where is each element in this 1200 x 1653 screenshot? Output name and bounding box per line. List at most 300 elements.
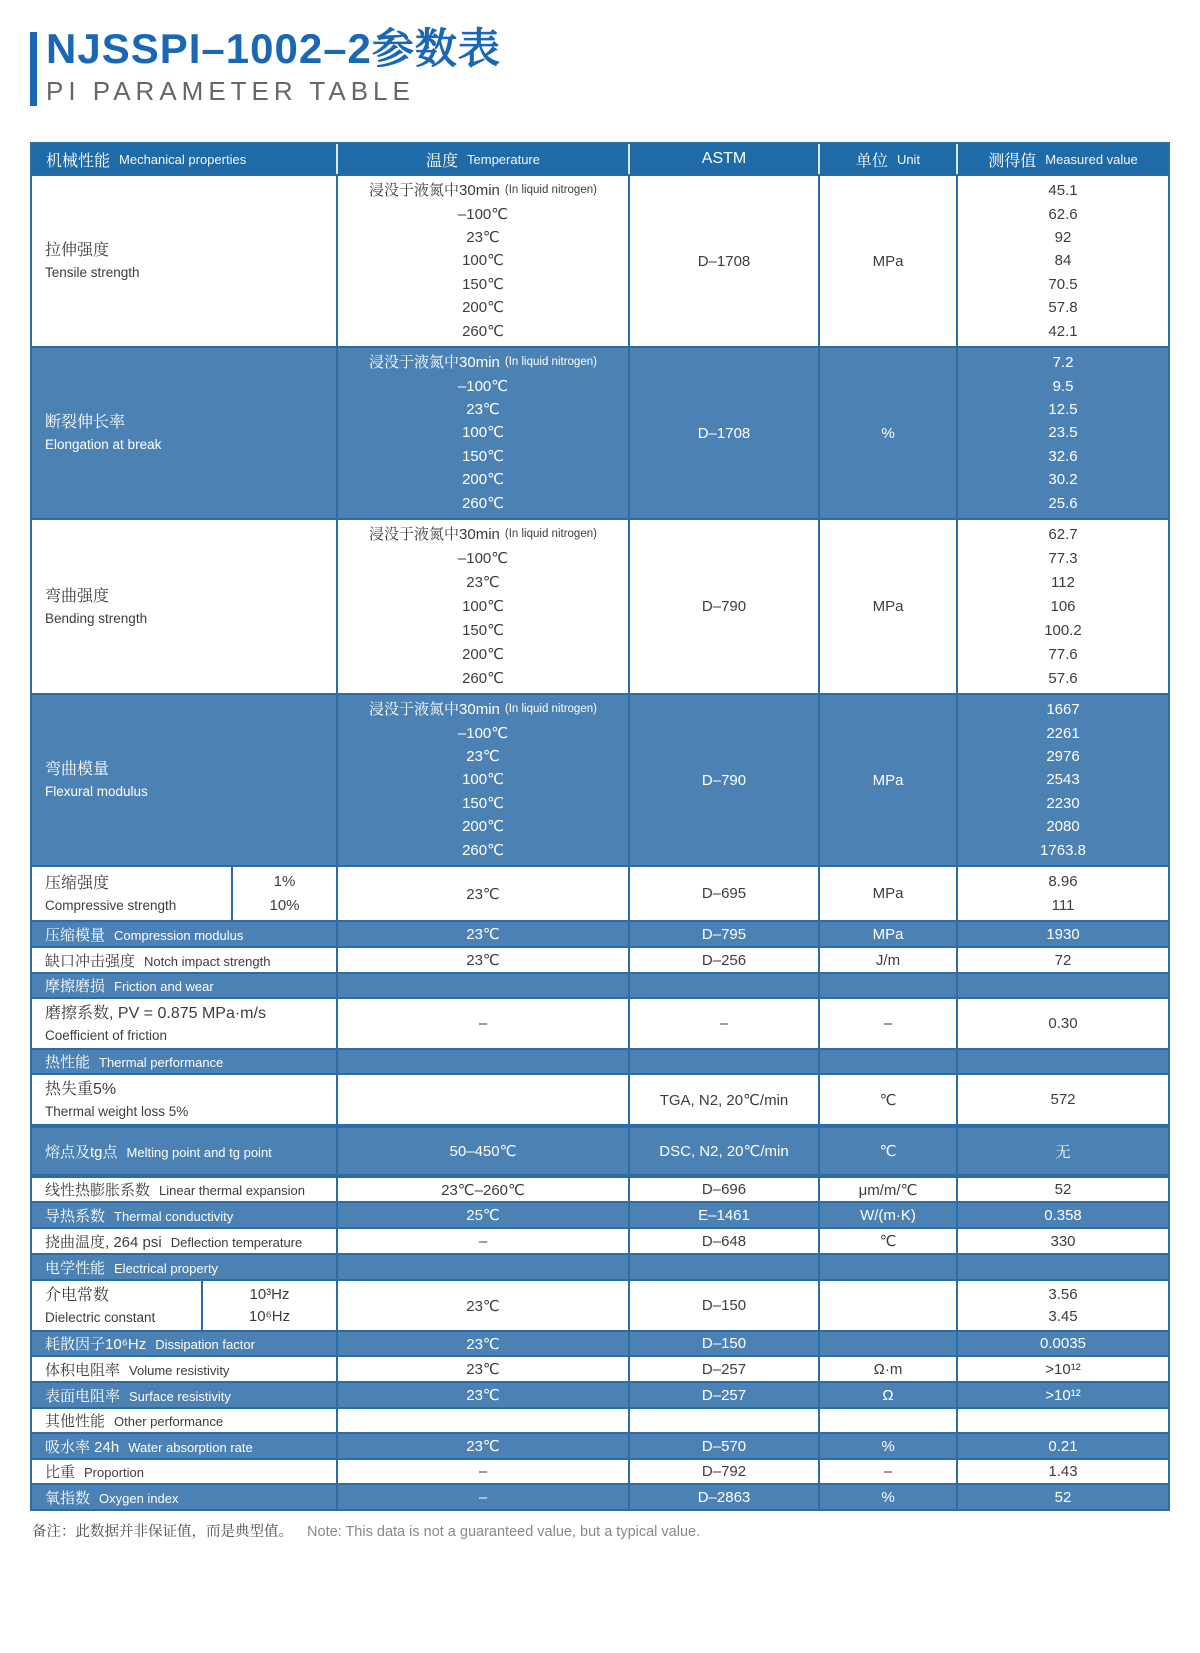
property-label-wrap [32,1281,201,1330]
property-name-en: Other performance [114,1414,224,1429]
value-line: 112 [1051,574,1075,592]
header-astm [630,144,820,174]
property-cell [32,176,338,346]
property-name-cn: 弯曲模量 [45,761,110,778]
unit-cell: MPa [820,922,958,946]
temperature-note: (In liquid nitrogen) [504,355,597,368]
temperature-text: 浸没于液氮中30min [369,701,500,719]
value-line: 1763.8 [1040,841,1086,859]
property-name-en: Thermal weight loss 5% [45,1103,189,1119]
property-name-en: Elongation at break [45,437,162,452]
property-name-cn: 摩擦磨损 [45,978,106,995]
property-name-cn: 断裂伸长率 [45,414,126,431]
property-cell [32,1332,338,1355]
value-line: 30.2 [1048,471,1078,489]
property-cell [32,1281,338,1330]
value-cell [958,1255,1168,1279]
temperature-line [338,351,628,374]
sub-condition-cell [231,867,336,920]
temperature-cell: 23℃ [338,948,630,972]
property-label [45,1385,231,1406]
unit-cell: % [820,1485,958,1509]
value-line: 32.6 [1048,447,1078,465]
table-row [32,1355,1168,1381]
unit-cell: ℃ [820,1128,958,1174]
temperature-line [338,421,628,444]
value-lines [958,695,1168,865]
property-name-en: Electrical property [114,1260,219,1276]
value-lines [958,867,1168,920]
table-row [32,946,1168,972]
property-name-cn: 导热系数 [45,1207,106,1225]
property-name-cn: 热失重5% [45,1080,117,1098]
temperature-cell [338,348,630,518]
value-line: 42.1 [1048,322,1078,340]
sub-condition-line: 10⁶Hz [248,1307,291,1325]
value-line: 70.5 [1048,275,1078,293]
table-row [32,920,1168,946]
property-label [45,1231,302,1252]
header-mechanical-properties [32,144,338,174]
property-name-en: Proportion [84,1465,144,1480]
unit-cell: Ω [820,1383,958,1407]
unit-cell: ℃ [820,1229,958,1253]
property-label [45,1333,255,1354]
temperature-text: 浸没于液氮中30min [369,526,500,544]
property-label [45,242,140,280]
property-label [45,1257,218,1278]
temperature-cell: 25℃ [338,1203,630,1227]
temperature-line [338,202,628,225]
page-header [30,24,501,106]
property-name-en: Friction and wear [114,979,214,994]
property-cell [32,1460,338,1483]
astm-cell: D–790 [630,695,820,865]
temperature-line [338,642,628,666]
temperature-line [338,618,628,642]
temperature-cell [338,1409,630,1432]
table-row [32,1201,1168,1227]
temperature-text: 100℃ [462,771,504,789]
temperature-line [338,595,628,619]
value-cell: 无 [1055,1143,1071,1161]
astm-cell: – [630,999,820,1048]
property-label [45,1487,179,1508]
property-label [45,1141,272,1162]
value-line: 100.2 [1044,621,1082,639]
temperature-line [338,792,628,815]
footer-note-cn: 备注：此数据并非保证值，而是典型值。 [32,1524,293,1540]
value-line: 12.5 [1048,401,1078,419]
property-name-cn: 挠曲温度, 264 psi [45,1233,162,1251]
astm-cell: TGA, N2, 20℃/min [630,1075,820,1124]
astm-cell: D–2863 [630,1485,820,1509]
value-line: 57.6 [1048,669,1078,687]
value-line: 25.6 [1048,494,1078,512]
property-label [45,414,161,452]
temperature-line [338,666,628,690]
astm-cell [630,1255,820,1279]
temperature-cell [338,1255,630,1279]
property-cell [32,1203,338,1227]
temperature-line [338,721,628,744]
property-name-cn: 吸水率 24h [45,1438,120,1456]
astm-cell: D–150 [630,1332,820,1355]
property-label [45,1287,155,1325]
astm-cell: D–695 [630,867,820,920]
temperature-text: 23℃ [466,229,500,247]
table-row [32,346,1168,518]
property-cell [32,1075,338,1124]
temperature-cell: 50–450℃ [338,1128,630,1174]
property-name-en: Oxygen index [99,1490,179,1506]
temperature-line [338,492,628,515]
value-cell [958,867,1168,920]
value-cell: 0.358 [1044,1206,1082,1224]
value-cell: >10¹² [1045,1360,1081,1378]
value-cell [958,520,1168,693]
property-name-cn: 表面电阻率 [45,1387,121,1405]
header-cn: 机械性能 [46,152,111,170]
value-cell [958,695,1168,865]
property-cell [32,1050,338,1073]
temperature-text: 100℃ [462,252,504,270]
property-label [45,875,176,913]
temperature-cell [338,176,630,346]
temperature-cell [338,974,630,997]
value-line: 8.96 [1048,873,1078,891]
temperature-line [338,374,628,397]
temperature-line [338,226,628,249]
temperature-text: 200℃ [462,299,504,317]
value-cell [958,974,1168,997]
value-line: 106 [1050,598,1076,615]
temperature-text: 23℃ [466,401,500,419]
sub-condition-line: 10% [269,896,300,914]
header-en: Temperature [467,151,540,167]
temperature-text: 100℃ [462,598,504,615]
property-name-cn: 介电常数 [45,1286,110,1304]
value-line: 2261 [1046,724,1080,742]
header-cn: ASTM [701,150,747,167]
property-name-cn: 耗散因子10⁶Hz [45,1336,147,1353]
property-name-en: Notch impact strength [144,953,271,969]
property-cell [32,1357,338,1381]
unit-cell: W/(m·K) [820,1203,958,1227]
value-line: 9.5 [1052,377,1074,395]
header-cn: 单位 [855,152,888,170]
property-cell [32,948,338,972]
value-cell: 52 [1054,1488,1072,1506]
unit-cell: MPa [820,176,958,346]
temperature-lines [338,695,628,865]
property-name-cn: 缺口冲击强度 [45,952,136,970]
unit-cell: MPa [820,695,958,865]
property-name-en: Dielectric constant [45,1309,156,1325]
temperature-cell: 23℃ [338,867,630,920]
astm-cell: D–150 [630,1281,820,1330]
temperature-text: 150℃ [462,275,504,293]
unit-cell [820,1409,958,1432]
value-line: 77.3 [1048,550,1078,568]
temperature-cell: 23℃ [338,1434,630,1458]
astm-cell: D–256 [630,948,820,972]
property-label [45,1081,188,1119]
astm-cell: D–1708 [630,176,820,346]
unit-cell: ℃ [820,1075,958,1124]
temperature-line [338,320,628,343]
table-header-row [32,144,1168,174]
temperature-text: 23℃ [466,574,500,592]
property-cell [32,1383,338,1407]
section-row [32,1253,1168,1279]
property-cell [32,999,338,1048]
temperature-line [338,179,628,202]
section-row [32,1407,1168,1432]
header-cn: 温度 [426,152,459,170]
temperature-note: (In liquid nitrogen) [504,528,597,541]
value-line: 2230 [1046,794,1080,812]
property-name-cn: 熔点及tg点 [45,1143,118,1161]
unit-cell: % [820,1434,958,1458]
temperature-text: 260℃ [462,669,504,687]
temperature-text: 200℃ [462,818,504,836]
temperature-cell: 23℃ [338,1357,630,1381]
value-line: 3.45 [1048,1307,1078,1325]
value-cell: 572 [1050,1091,1076,1108]
table-row [32,518,1168,693]
astm-cell: D–795 [630,922,820,946]
property-label [45,1461,144,1482]
temperature-text: 150℃ [462,621,504,639]
value-cell: 72 [1054,951,1072,969]
value-line: 23.5 [1048,424,1078,442]
astm-cell [630,1050,820,1073]
value-line: 77.6 [1048,645,1078,663]
temperature-line [338,249,628,272]
unit-cell: – [820,1460,958,1483]
temperature-line [338,468,628,491]
parameter-table [30,142,1170,1511]
property-name-cn: 弯曲强度 [45,587,110,605]
property-label-wrap [32,867,231,920]
astm-cell: D–648 [630,1229,820,1253]
property-label [45,1359,229,1380]
unit-cell [820,1332,958,1355]
value-cell: 1.43 [1048,1463,1078,1480]
table-row [32,1330,1168,1355]
value-line: 57.8 [1048,299,1078,317]
value-cell: 0.21 [1048,1437,1078,1455]
property-name-en: Deflection temperature [170,1234,303,1250]
value-lines [958,348,1168,518]
temperature-text: 150℃ [462,447,504,465]
property-name-en: Dissipation factor [155,1337,255,1352]
header-measured-value [958,144,1168,174]
unit-cell [820,974,958,997]
title-accent-bar [30,32,37,106]
value-line: 7.2 [1052,354,1074,372]
temperature-text: 260℃ [462,322,504,340]
value-line: 2080 [1046,818,1080,836]
value-cell: 0.0035 [1040,1335,1086,1352]
unit-cell [820,1281,958,1330]
property-name-cn: 氧指数 [45,1489,91,1507]
temperature-line [338,839,628,862]
astm-cell: E–1461 [630,1203,820,1227]
section-row [32,972,1168,997]
value-cell [958,1409,1168,1432]
property-name-en: Coefficient of friction [45,1027,168,1043]
property-name-cn: 拉伸强度 [45,242,110,259]
temperature-line [338,547,628,571]
header-unit [820,144,958,174]
property-name-en: Flexural modulus [45,784,148,799]
temperature-cell: – [338,1460,630,1483]
temperature-cell: 23℃ [338,1383,630,1407]
value-cell: 0.30 [1048,1015,1078,1032]
temperature-line [338,815,628,838]
unit-cell: Ω·m [820,1357,958,1381]
property-cell [32,1178,338,1201]
temperature-cell: – [338,1229,630,1253]
property-name-cn: 压缩模量 [45,926,106,944]
property-cell [32,974,338,997]
sub-condition-line: 1% [273,873,296,891]
property-name-en: Linear thermal expansion [159,1183,305,1198]
property-name-cn: 压缩强度 [45,874,110,892]
temperature-cell: 23℃ [338,1281,630,1330]
property-name-en: Thermal conductivity [114,1208,234,1224]
header-en: Unit [896,151,921,167]
temperature-text: –100℃ [457,724,509,742]
footer-note-en: Note: This data is not a guaranteed value, but a typical value. [307,1524,701,1540]
value-line: 62.7 [1048,526,1078,544]
temperature-lines [338,520,628,693]
temperature-text: 浸没于液氮中30min [369,182,500,200]
unit-cell: MPa [820,520,958,693]
property-cell [32,695,338,865]
page-subtitle: PI PARAMETER TABLE [46,76,415,106]
table-row [32,174,1168,346]
value-line: 3.56 [1048,1286,1078,1304]
temperature-cell [338,1075,630,1124]
value-line: 84 [1054,252,1072,270]
property-label [45,975,214,996]
property-name-en: Melting point and tg point [126,1144,272,1160]
value-line: 1667 [1046,701,1080,719]
property-name-en: Tensile strength [45,265,140,280]
temperature-text: 23℃ [466,748,500,766]
table-row [32,1073,1168,1124]
table-row [32,1432,1168,1458]
temperature-line [338,571,628,595]
property-cell [32,1434,338,1458]
astm-cell: D–790 [630,520,820,693]
astm-cell [630,974,820,997]
astm-cell: D–257 [630,1383,820,1407]
property-name-cn: 体积电阻率 [45,1361,121,1379]
value-cell [958,348,1168,518]
table-row [32,1381,1168,1407]
temperature-cell: – [338,999,630,1048]
table-row [32,693,1168,865]
property-name-en: Compressive strength [45,897,177,913]
value-lines [958,1281,1168,1330]
table-row [32,1174,1168,1201]
value-cell: 1930 [1046,925,1080,943]
property-name-cn: 热性能 [45,1054,91,1071]
value-line: 45.1 [1048,182,1078,200]
property-cell [32,1485,338,1509]
property-label [45,1436,253,1457]
astm-cell: D–792 [630,1460,820,1483]
value-cell [958,1281,1168,1330]
temperature-line [338,768,628,791]
table-row [32,1124,1168,1174]
temperature-text: 200℃ [462,471,504,489]
property-name-en: Bending strength [45,610,148,626]
temperature-line [338,445,628,468]
property-cell [32,1409,338,1432]
table-row [32,1483,1168,1509]
property-cell [32,348,338,518]
header-en: Mechanical properties [119,151,247,167]
property-label [45,1005,266,1043]
temperature-lines [338,176,628,346]
value-cell [958,176,1168,346]
temperature-lines [338,348,628,518]
value-cell: 52 [1054,1181,1072,1198]
property-label [45,1205,233,1226]
temperature-note: (In liquid nitrogen) [504,702,597,715]
property-name-cn: 线性热膨胀系数 [45,1182,151,1199]
temperature-text: –100℃ [457,550,509,568]
temperature-text: 260℃ [462,494,504,512]
unit-cell [820,1050,958,1073]
temperature-cell: – [338,1485,630,1509]
unit-cell: – [820,999,958,1048]
temperature-note: (In liquid nitrogen) [504,183,597,196]
property-cell [32,1229,338,1253]
unit-cell: μm/m/℃ [820,1178,958,1201]
property-label [45,950,270,971]
temperature-line [338,523,628,547]
property-name-cn: 比重 [45,1464,76,1481]
property-cell [32,922,338,946]
property-label [45,761,148,799]
astm-cell: D–570 [630,1434,820,1458]
temperature-cell: 23℃–260℃ [338,1178,630,1201]
value-lines [958,176,1168,346]
table-row [32,865,1168,920]
property-label [45,1179,305,1200]
value-cell: >10¹² [1045,1386,1081,1404]
temperature-cell [338,520,630,693]
table-row [32,1279,1168,1330]
temperature-line [338,745,628,768]
table-row [32,1458,1168,1483]
page-title: NJSSPI–1002–2参数表 [46,25,501,72]
temperature-cell: 23℃ [338,922,630,946]
header-temperature [338,144,630,174]
property-cell [32,1128,338,1174]
property-cell [32,520,338,693]
property-label [45,924,243,945]
unit-cell: J/m [820,948,958,972]
property-label [45,588,147,626]
property-name-en: Compression modulus [114,927,244,943]
